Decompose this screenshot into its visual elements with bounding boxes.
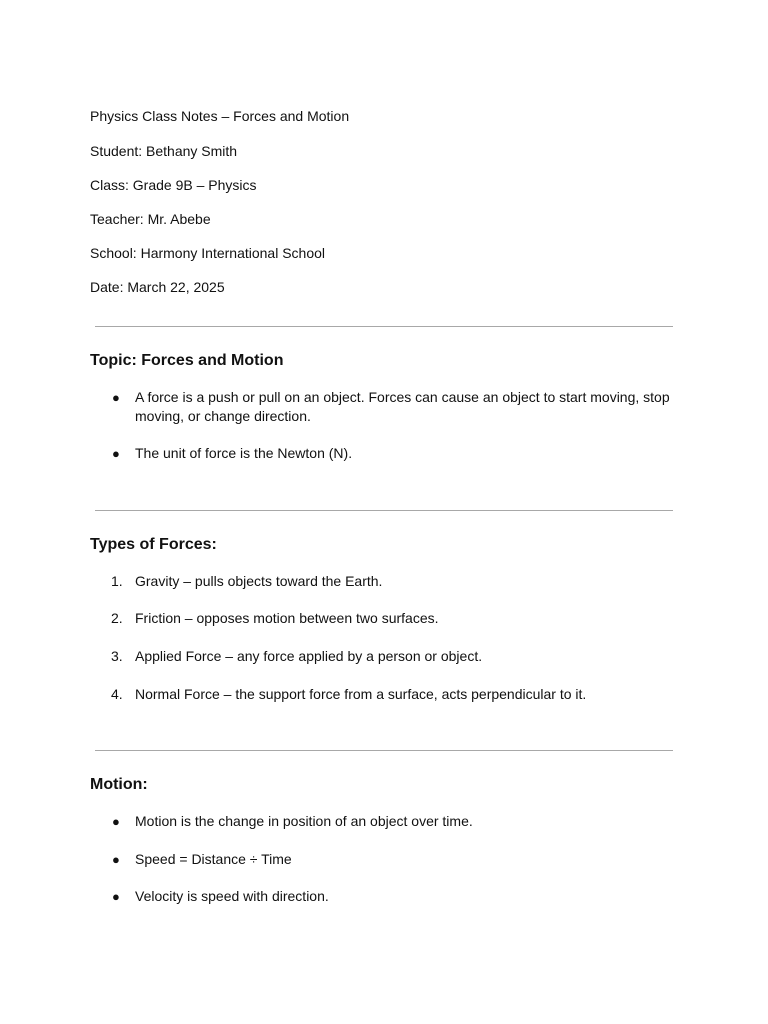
document-title: Physics Class Notes – Forces and Motion bbox=[90, 108, 350, 124]
teacher-line: Teacher: Mr. Abebe bbox=[90, 211, 211, 227]
list-item-text: Gravity – pulls objects toward the Earth. bbox=[135, 573, 383, 589]
bullet-icon: ● bbox=[112, 889, 120, 904]
bullet-icon: ● bbox=[112, 852, 120, 867]
list-number: 4. bbox=[111, 686, 123, 702]
list-item-text: A force is a push or pull on an object. Forces can cause an object to start moving, stop moving, or change direction. bbox=[135, 389, 670, 424]
student-line: Student: Bethany Smith bbox=[90, 143, 238, 159]
section-divider bbox=[95, 326, 673, 327]
list-item-text: The unit of force is the Newton (N). bbox=[135, 445, 353, 461]
types-heading: Types of Forces: bbox=[90, 536, 217, 553]
bullet-icon: ● bbox=[112, 446, 120, 461]
list-item-text: Speed = Distance ÷ Time bbox=[135, 851, 292, 867]
list-number: 3. bbox=[111, 648, 123, 664]
topic-heading: Topic: Forces and Motion bbox=[90, 352, 284, 369]
list-item-text: Velocity is speed with direction. bbox=[135, 888, 329, 904]
bullet-icon: ● bbox=[112, 814, 120, 829]
list-number: 2. bbox=[111, 610, 123, 626]
section-divider bbox=[95, 750, 673, 751]
class-line: Class: Grade 9B – Physics bbox=[90, 177, 257, 193]
bullet-icon: ● bbox=[112, 390, 120, 405]
list-item-text: Motion is the change in position of an object over time. bbox=[135, 813, 473, 829]
list-item-text: Normal Force – the support force from a surface, acts perpendicular to it. bbox=[135, 686, 587, 702]
list-item-text: Applied Force – any force applied by a person or object. bbox=[135, 648, 483, 664]
section-divider bbox=[95, 510, 673, 511]
list-number: 1. bbox=[111, 573, 123, 589]
motion-heading: Motion: bbox=[90, 776, 148, 793]
school-line: School: Harmony International School bbox=[90, 245, 326, 261]
date-line: Date: March 22, 2025 bbox=[90, 279, 225, 295]
list-item-text: Friction – opposes motion between two surfaces. bbox=[135, 610, 439, 626]
